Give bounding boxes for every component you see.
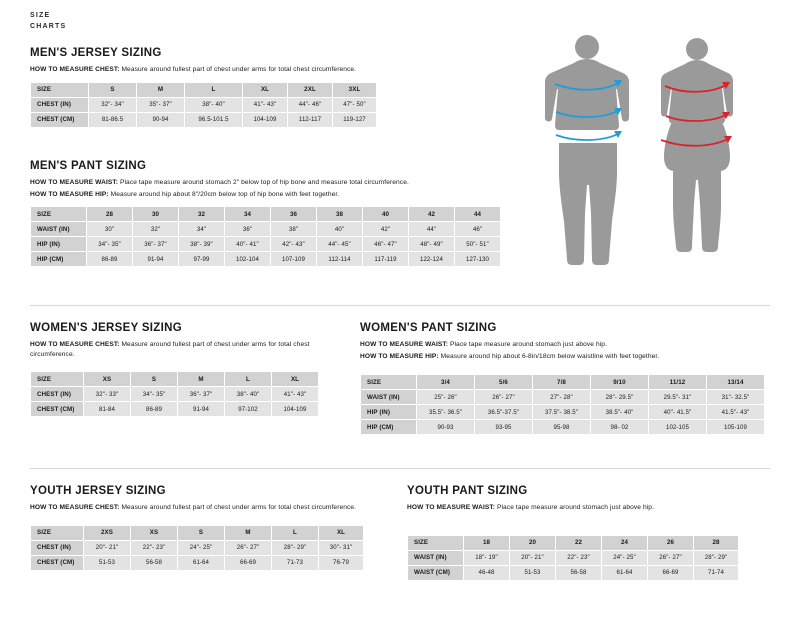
table-header-cell: 2XS: [84, 525, 131, 540]
section-heading: YOUTH JERSEY SIZING: [30, 485, 166, 497]
page-title-line2: CHARTS: [30, 23, 67, 30]
instruction-text: Measure around hip about 6-8in/18cm below waistline with feet together.: [438, 352, 660, 360]
instruction-text: Measure around hip about 8"/20cm below top of hip bone with feet together.: [108, 190, 340, 198]
row-label: CHEST (CM): [31, 112, 89, 127]
table-header-cell: 28: [87, 207, 133, 222]
table-header-cell: 38: [317, 207, 363, 222]
table-cell: 20"- 21": [510, 550, 556, 565]
table-header-cell: 13/14: [707, 375, 765, 390]
instruction-text: Place tape measure around stomach 2" below top of hip bone and measure total circumference.: [118, 179, 409, 186]
table-header-cell: SIZE: [31, 82, 89, 97]
row-label: CHEST (CM): [31, 555, 84, 570]
table-row: [408, 550, 739, 565]
row-label: HIP (CM): [31, 252, 87, 267]
table-cell: 38": [271, 222, 317, 237]
table-row: [31, 222, 501, 237]
instruction-label: HOW TO MEASURE CHEST:: [30, 66, 120, 73]
table-header-cell: 42: [409, 207, 455, 222]
table-header-row: [361, 375, 765, 390]
section-heading: MEN'S PANT SIZING: [30, 160, 147, 172]
instruction-hip: [360, 352, 770, 362]
table-cell: 38"- 40": [185, 97, 243, 112]
row-label: WAIST (IN): [408, 550, 464, 565]
table-header-cell: 34: [225, 207, 271, 222]
table-cell: 41.5"- 43": [707, 405, 765, 420]
table-cell: 93-95: [475, 420, 533, 435]
table-womens-jersey: [30, 371, 319, 417]
instruction-text: Place tape measure around stomach just above hip.: [448, 341, 608, 348]
table-cell: 34"- 35": [87, 237, 133, 252]
table-cell: 90-93: [417, 420, 475, 435]
table-cell: 91-94: [178, 402, 225, 417]
instruction-text: Measure around fullest part of chest under arms for total chest circumference.: [30, 341, 310, 358]
table-cell: 71-73: [272, 555, 319, 570]
row-label: WAIST (IN): [361, 390, 417, 405]
table-cell: 35"- 37": [137, 97, 185, 112]
table-cell: 22"- 23": [556, 550, 602, 565]
table-header-cell: S: [89, 82, 137, 97]
table-header-cell: 30: [133, 207, 179, 222]
measurement-figures: [525, 30, 775, 290]
table-header-cell: L: [225, 372, 272, 387]
row-label: HIP (IN): [361, 405, 417, 420]
instruction-chest: [30, 65, 500, 75]
divider-2: [30, 468, 770, 469]
table-cell: 71-74: [694, 565, 739, 580]
row-label: HIP (IN): [31, 237, 87, 252]
table-cell: 117-119: [363, 252, 409, 267]
table-mens-jersey: [30, 82, 377, 128]
table-header-cell: XL: [319, 525, 364, 540]
table-cell: 81-84: [84, 402, 131, 417]
section-womens-pant: [360, 322, 770, 435]
table-header-cell: 3XL: [333, 82, 377, 97]
table-cell: 66-69: [225, 555, 272, 570]
table-cell: 61-64: [602, 565, 648, 580]
table-womens-pant: [360, 374, 765, 435]
instruction-label: HOW TO MEASURE WAIST:: [407, 504, 496, 511]
table-cell: 20"- 21": [84, 540, 131, 555]
table-cell: 38"- 40": [225, 387, 272, 402]
table-cell: 97-102: [225, 402, 272, 417]
table-cell: 61-64: [178, 555, 225, 570]
table-cell: 76-79: [319, 555, 364, 570]
table-header-cell: SIZE: [408, 535, 464, 550]
table-row: [31, 252, 501, 267]
table-row: [31, 112, 377, 127]
table-cell: 30": [87, 222, 133, 237]
page-title: [30, 10, 66, 32]
row-label: CHEST (CM): [31, 402, 84, 417]
table-row: [31, 540, 364, 555]
table-cell: 46"- 47": [363, 237, 409, 252]
table-cell: 41"- 43": [243, 97, 288, 112]
table-header-cell: SIZE: [31, 207, 87, 222]
table-mens-pant: [30, 206, 501, 267]
table-header-cell: S: [178, 525, 225, 540]
row-label: CHEST (IN): [31, 387, 84, 402]
instruction-text: Place tape measure around stomach just above hip.: [495, 504, 655, 511]
table-cell: 36"- 37": [178, 387, 225, 402]
table-cell: 26"- 27": [225, 540, 272, 555]
table-cell: 40"- 41.5": [649, 405, 707, 420]
table-header-cell: 2XL: [288, 82, 333, 97]
table-cell: 86-89: [87, 252, 133, 267]
table-header-cell: 26: [648, 535, 694, 550]
table-header-cell: 3/4: [417, 375, 475, 390]
table-header-row: [31, 372, 319, 387]
table-cell: 32"- 33": [84, 387, 131, 402]
table-header-row: [31, 525, 364, 540]
instruction-label: HOW TO MEASURE WAIST:: [30, 179, 119, 186]
table-cell: 25"- 26": [417, 390, 475, 405]
table-row: [31, 555, 364, 570]
table-cell: 98- 02: [591, 420, 649, 435]
section-youth-jersey: [30, 485, 375, 571]
table-cell: 44"- 46": [288, 97, 333, 112]
table-cell: 127-130: [455, 252, 501, 267]
instruction-label: HOW TO MEASURE HIP:: [360, 352, 439, 360]
table-cell: 26"- 27": [475, 390, 533, 405]
table-header-row: [408, 535, 739, 550]
table-cell: 95-98: [533, 420, 591, 435]
table-cell: 51-53: [84, 555, 131, 570]
table-cell: 104-109: [243, 112, 288, 127]
section-heading: WOMEN'S PANT SIZING: [360, 322, 497, 334]
table-header-cell: XS: [131, 525, 178, 540]
table-youth-pant: [407, 535, 739, 581]
male-body-diagram: [545, 35, 629, 265]
table-cell: 35.5"- 36.5": [417, 405, 475, 420]
table-cell: 48"- 49": [409, 237, 455, 252]
table-header-cell: SIZE: [31, 372, 84, 387]
table-row: [361, 420, 765, 435]
table-header-cell: 36: [271, 207, 317, 222]
table-row: [408, 565, 739, 580]
table-header-cell: 7/8: [533, 375, 591, 390]
table-row: [31, 402, 319, 417]
table-cell: 28"- 29.5": [591, 390, 649, 405]
table-cell: 42": [363, 222, 409, 237]
table-header-cell: M: [178, 372, 225, 387]
table-row: [31, 387, 319, 402]
table-cell: 30"- 31": [319, 540, 364, 555]
instruction-label: HOW TO MEASURE CHEST:: [30, 341, 120, 348]
table-cell: 50"- 51": [455, 237, 501, 252]
table-header-cell: 32: [179, 207, 225, 222]
table-cell: 97-99: [179, 252, 225, 267]
row-label: WAIST (CM): [408, 565, 464, 580]
table-cell: 102-104: [225, 252, 271, 267]
table-cell: 28"- 29": [694, 550, 739, 565]
page-title-line1: SIZE: [30, 12, 51, 19]
section-womens-jersey: [30, 322, 350, 417]
table-cell: 34": [179, 222, 225, 237]
table-cell: 37.5"- 38.5": [533, 405, 591, 420]
table-cell: 34"- 35": [131, 387, 178, 402]
table-header-cell: L: [185, 82, 243, 97]
table-cell: 107-109: [271, 252, 317, 267]
table-header-cell: XL: [243, 82, 288, 97]
section-heading: MEN'S JERSEY SIZING: [30, 47, 162, 59]
table-cell: 18"- 19": [464, 550, 510, 565]
table-header-cell: 40: [363, 207, 409, 222]
instruction-chest: [30, 340, 315, 359]
table-cell: 36"- 37": [133, 237, 179, 252]
table-cell: 29.5"- 31": [649, 390, 707, 405]
table-cell: 102-105: [649, 420, 707, 435]
divider-1: [30, 305, 770, 306]
table-header-cell: 18: [464, 535, 510, 550]
table-cell: 119-127: [333, 112, 377, 127]
table-cell: 26"- 27": [648, 550, 694, 565]
table-youth-jersey: [30, 525, 364, 571]
instruction-waist: [30, 178, 530, 188]
table-cell: 122-124: [409, 252, 455, 267]
instruction-label: HOW TO MEASURE HIP:: [30, 190, 109, 198]
table-header-cell: 11/12: [649, 375, 707, 390]
instruction-hip: [30, 190, 530, 200]
table-cell: 44": [409, 222, 455, 237]
table-header-cell: 28: [694, 535, 739, 550]
table-cell: 66-69: [648, 565, 694, 580]
table-header-cell: M: [225, 525, 272, 540]
table-cell: 105-109: [707, 420, 765, 435]
table-cell: 27"- 28": [533, 390, 591, 405]
table-cell: 40"- 41": [225, 237, 271, 252]
table-cell: 56-58: [131, 555, 178, 570]
instruction-label: HOW TO MEASURE WAIST:: [360, 341, 449, 348]
table-cell: 112-117: [288, 112, 333, 127]
table-header-cell: SIZE: [31, 525, 84, 540]
table-cell: 46": [455, 222, 501, 237]
table-cell: 28"- 29": [272, 540, 319, 555]
instruction-text: Measure around fullest part of chest under arms for total chest circumference.: [119, 504, 357, 511]
section-mens-jersey: [30, 47, 500, 128]
table-cell: 46-48: [464, 565, 510, 580]
table-cell: 86-89: [131, 402, 178, 417]
table-header-cell: 22: [556, 535, 602, 550]
table-cell: 56-58: [556, 565, 602, 580]
table-cell: 44"- 45": [317, 237, 363, 252]
table-cell: 47"- 50": [333, 97, 377, 112]
table-cell: 38.5"- 40": [591, 405, 649, 420]
table-cell: 104-109: [272, 402, 319, 417]
table-row: [31, 237, 501, 252]
instruction-text: Measure around fullest part of chest under arms for total chest circumference.: [119, 66, 357, 73]
table-header-cell: L: [272, 525, 319, 540]
table-header-cell: XL: [272, 372, 319, 387]
table-cell: 90-94: [137, 112, 185, 127]
table-header-cell: 20: [510, 535, 556, 550]
table-row: [361, 390, 765, 405]
table-header-cell: XS: [84, 372, 131, 387]
table-cell: 32"- 34": [89, 97, 137, 112]
table-cell: 41"- 43": [272, 387, 319, 402]
table-cell: 51-53: [510, 565, 556, 580]
table-header-cell: S: [131, 372, 178, 387]
section-heading: YOUTH PANT SIZING: [407, 485, 528, 497]
table-cell: 42"- 43": [271, 237, 317, 252]
row-label: CHEST (IN): [31, 97, 89, 112]
instruction-waist: [360, 340, 770, 350]
table-cell: 32": [133, 222, 179, 237]
instruction-waist: [407, 503, 737, 513]
table-cell: 40": [317, 222, 363, 237]
instruction-chest: [30, 503, 360, 513]
row-label: HIP (CM): [361, 420, 417, 435]
row-label: CHEST (IN): [31, 540, 84, 555]
table-header-cell: 5/6: [475, 375, 533, 390]
table-header-cell: 24: [602, 535, 648, 550]
section-heading: WOMEN'S JERSEY SIZING: [30, 322, 182, 334]
section-youth-pant: [407, 485, 737, 581]
table-row: [361, 405, 765, 420]
table-cell: 22"- 23": [131, 540, 178, 555]
table-cell: 38"- 39": [179, 237, 225, 252]
male-hip-arrow: [556, 133, 620, 140]
table-header-cell: M: [137, 82, 185, 97]
table-cell: 112-114: [317, 252, 363, 267]
section-mens-pant: [30, 160, 530, 267]
table-header-cell: SIZE: [361, 375, 417, 390]
table-header-cell: 9/10: [591, 375, 649, 390]
table-row: [31, 97, 377, 112]
table-cell: 24"- 25": [602, 550, 648, 565]
table-cell: 31"- 32.5": [707, 390, 765, 405]
row-label: WAIST (IN): [31, 222, 87, 237]
table-cell: 81-86.5: [89, 112, 137, 127]
table-header-row: [31, 82, 377, 97]
table-cell: 96.5-101.5: [185, 112, 243, 127]
table-cell: 36": [225, 222, 271, 237]
table-cell: 24"- 25": [178, 540, 225, 555]
instruction-label: HOW TO MEASURE CHEST:: [30, 504, 120, 511]
table-cell: 36.5"-37.5": [475, 405, 533, 420]
table-header-cell: 44: [455, 207, 501, 222]
table-header-row: [31, 207, 501, 222]
table-cell: 91-94: [133, 252, 179, 267]
